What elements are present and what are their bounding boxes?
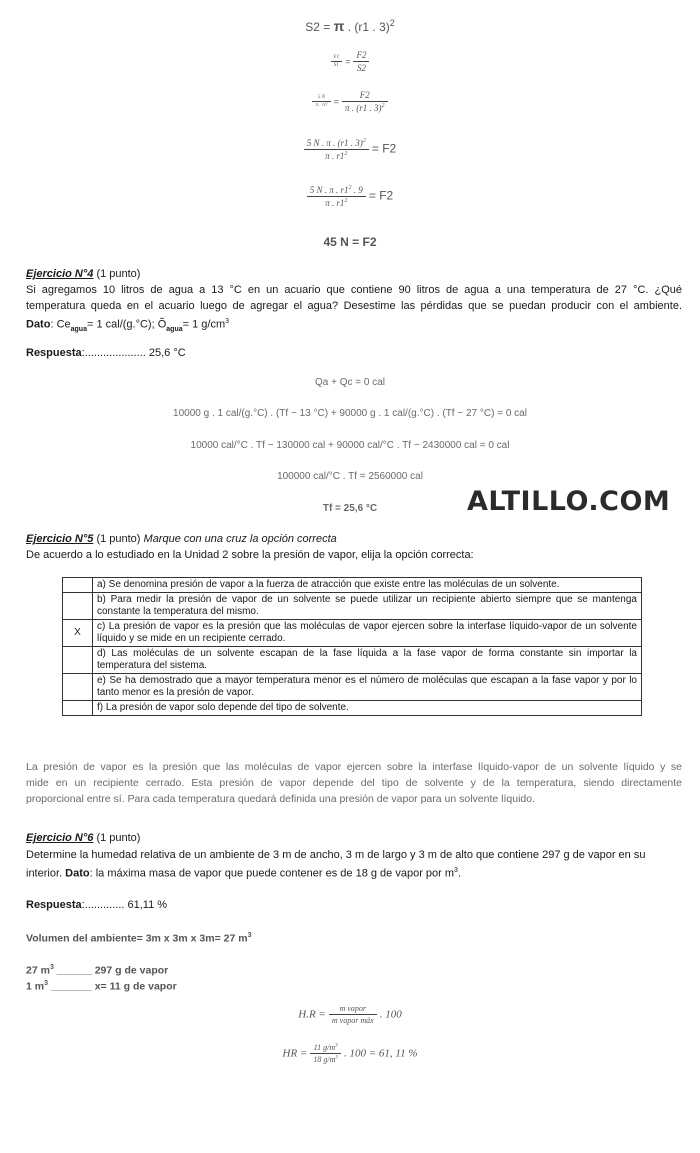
ex4-respuesta: Respuesta:.................... 25,6 °C [26, 347, 186, 359]
ex5-intro: De acuerdo a lo estudiado en la Unidad 2 sobre la presión de vapor, elija la opción correcta: [26, 549, 474, 561]
ex4-eq5: Tf = 25,6 °C [322, 503, 378, 514]
option-mark-cell [63, 593, 93, 620]
formula-s2: S2 = π . (r1 . 3)$^2$ [305, 18, 395, 34]
ex4-eq3: 10000 cal/°C . Tf − 130000 cal + 90000 cal/°C . Tf − 2430000 cal = 0 cal [190, 440, 510, 451]
ex4-text-line1: Si agregamos 10 litros de agua a 13 °C en un acuario que contiene 90 litros de agua a una temperatura de 27 °C. ¿Qué [26, 284, 682, 296]
option-text: e) Se ha demostrado que a mayor temperatura menor es el número de moléculas que escapan a la fase vapor y por lo tanto menor es la presión de vapor. [93, 674, 642, 701]
option-mark-cell [63, 674, 93, 701]
ex4-text-line2: temperatura queda en el acuario luego de agregar el agua? Desestime las pérdidas que se puedan producir con el ambiente. [26, 300, 682, 312]
ex5-options-table [62, 577, 642, 716]
ex6-heading: Ejercicio N°6 (1 punto) [26, 832, 141, 844]
option-text: f) La presión de vapor solo depende del tipo de solvente. [93, 701, 642, 716]
ex6-respuesta: Respuesta:............. 61,11 % [26, 899, 168, 911]
ex4-dato: Dato: $Ce_{agua}= 1$ cal/(g.°C); $Õ_{agua}= 1$ $g/cm^3$ [26, 318, 230, 333]
option-text: a) Se denomina presión de vapor a la fuerza de atracción que existe entre las moléculas de un solvente. [93, 578, 642, 593]
option-text: b) Para medir la presión de vapor de un solvente se puede utilizar un recipiente abierto siempre que se mantenga constante la temperatura del mismo. [93, 593, 642, 620]
formula-substitution: $\frac{5 N}{\text{π . r1²}}$ = $\frac{F2}{\pi . (r1 . 3)^2}$ [0, 90, 700, 113]
ex6-hr-calculation: HR = $\frac{11 g/m^3}{18 g/m^3}$ . 100 = 61, 11 % [282, 1043, 418, 1064]
formula-result: 45 N = F2 [323, 235, 377, 249]
option-row [63, 701, 642, 716]
ex5-heading: Ejercicio N°5 (1 punto) Marque con una cruz la opción correcta [26, 533, 337, 545]
ex4-eq4: 100000 cal/°C . Tf = 2560000 cal [277, 471, 423, 482]
ex4-eq1: Qa + Qc = 0 cal [314, 377, 386, 388]
ex6-hr-formula: H.R = $\frac{\text{m vapor}}{\text{m vapor máx}}$ . 100 [298, 1004, 402, 1025]
option-row [63, 578, 642, 593]
ex5-explanation-line1: La presión de vapor es la presión que las moléculas de vapor ejercen sobre la interfase líquido-vapor de un solvente líquido y se [26, 761, 682, 773]
ex6-text-line1: Determine la humedad relativa de un ambiente de 3 m de ancho, 3 m de largo y 3 m de alto que contiene 297 g de vapor en su [26, 849, 646, 861]
option-mark-cell [63, 578, 93, 593]
ex5-explanation-line2: mide en un recipiente cerrado. Esta presión de vapor depende del tipo de solvente y de la temperatura, siendo directamente [26, 777, 682, 789]
ex6-text-line2: interior. Dato: la máxima masa de vapor que puede contener es de 18 g de vapor por $m^3$. [26, 867, 462, 880]
option-row [63, 593, 642, 620]
altillo-logo: ALTILLO.COM [467, 486, 671, 517]
ex6-volumen: Volumen del ambiente= 3m x 3m x 3m= 27 $m^3$ [26, 932, 252, 945]
formula-pascal-ratio: $\frac{F1}{S1}$ = $\frac{F2}{S2}$ [0, 50, 700, 73]
ex6-rule-line1: 27 $m^3$ ______ 297 g de vapor [26, 964, 169, 977]
formula-f2-simplified: $\frac{5 N . \pi . r1^2 . 9}{\pi . r1^2}$ = F2 [0, 185, 700, 208]
option-row [63, 620, 642, 647]
option-text: d) Las moléculas de un solvente escapan de la fase líquida a la fase vapor de forma constante sin importar la temperatura del sistema. [93, 647, 642, 674]
option-mark-cell: X [63, 620, 93, 647]
ex5-explanation-line3: proporcional entre sí. Para cada temperatura quedará definida una presión de vapor para un solvente líquido. [26, 793, 535, 805]
ex4-heading: Ejercicio N°4 (1 punto) [26, 268, 141, 280]
option-text: c) La presión de vapor es la presión que las moléculas de vapor ejercen sobre la interfase líquido-vapor de un solvente líquido y se mide en un recipiente cerrado. [93, 620, 642, 647]
option-mark-cell [63, 701, 93, 716]
option-row [63, 647, 642, 674]
option-row [63, 674, 642, 701]
ex6-rule-line2: 1 $m^3$ _______ x= 11 g de vapor [26, 980, 177, 993]
ex4-eq2: 10000 g . 1 cal/(g.°C) . (Tf − 13 °C) + 90000 g . 1 cal/(g.°C) . (Tf − 27 °C) = 0 cal [173, 408, 527, 419]
option-mark-cell [63, 647, 93, 674]
formula-f2-expression: $\frac{5 N . \pi . (r1 . 3)^2}{\pi . r1^2}$ = F2 [0, 138, 700, 161]
